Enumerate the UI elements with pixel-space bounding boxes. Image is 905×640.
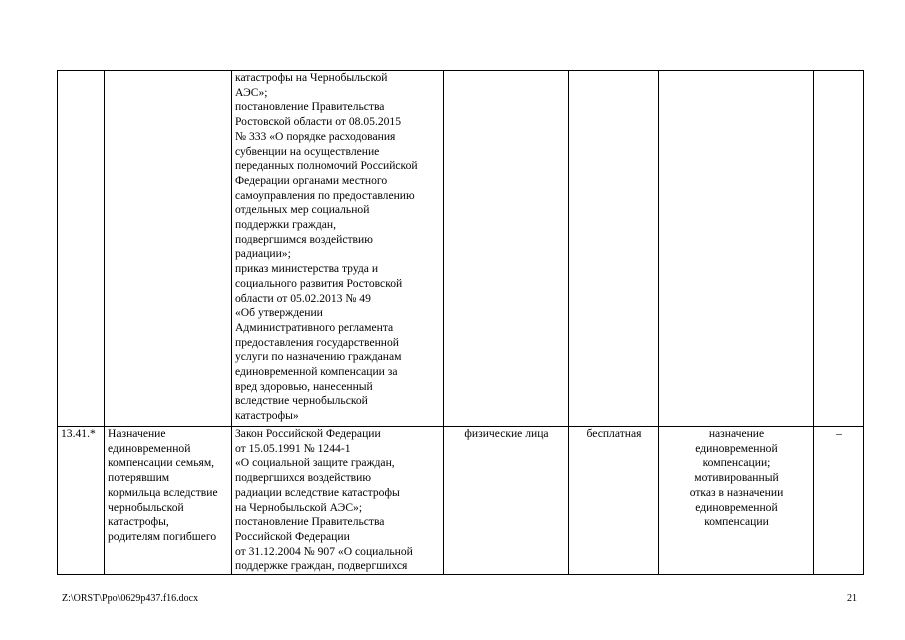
cell-recipients: физические лица bbox=[444, 427, 569, 575]
cell-result bbox=[659, 71, 814, 427]
footer-file-path: Z:\ORST\Ppo\0629p437.f16.docx bbox=[62, 593, 199, 604]
cell-last bbox=[814, 71, 864, 427]
cell-number bbox=[58, 71, 105, 427]
cell-payment: бесплатная bbox=[569, 427, 659, 575]
services-table bbox=[57, 70, 864, 575]
cell-payment bbox=[569, 71, 659, 427]
table-row-13-41 bbox=[58, 427, 864, 575]
table-row-continuation bbox=[58, 71, 864, 427]
cell-service-name bbox=[105, 71, 232, 427]
cell-number: 13.41.* bbox=[58, 427, 105, 575]
cell-result: назначение единовременной компенсации; мотивированный отказ в назначении единовременной компенсации bbox=[659, 427, 814, 575]
cell-legal-basis: Закон Российской Федерации от 15.05.1991 № 1244-1 «О социальной защите граждан, подвергшихся воздействию радиации вследствие катастрофы на Чернобыльской АЭС»; постановление Правительства Российской Федерации от 31.12.2004 № 907 «О социальной поддержке граждан, подвергшихся bbox=[232, 427, 444, 575]
cell-last: – bbox=[814, 427, 864, 575]
cell-service-name: Назначение единовременной компенсации семьям, потерявшим кормильца вследствие чернобыльской катастрофы, родителям погибшего bbox=[105, 427, 232, 575]
footer-page-number: 21 bbox=[847, 593, 857, 604]
cell-recipients bbox=[444, 71, 569, 427]
cell-legal-basis: катастрофы на Чернобыльской АЭС»; постановление Правительства Ростовской области от 08.05.2015 № 333 «О порядке расходования субвенции на осуществление переданных полномочий Российской Федерации органами местного самоуправления по предоставлению отдельных мер социальной поддержки граждан, подвергшимся воздействию радиации»; приказ министерства труда и социального развития Ростовской области от 05.02.2013 № 49 «Об утверждении Административного регламента предоставления государственной услуги по назначению гражданам единовременной компенсации за вред здоровью, нанесенный вследствие чернобыльской катастрофы» bbox=[232, 71, 444, 427]
